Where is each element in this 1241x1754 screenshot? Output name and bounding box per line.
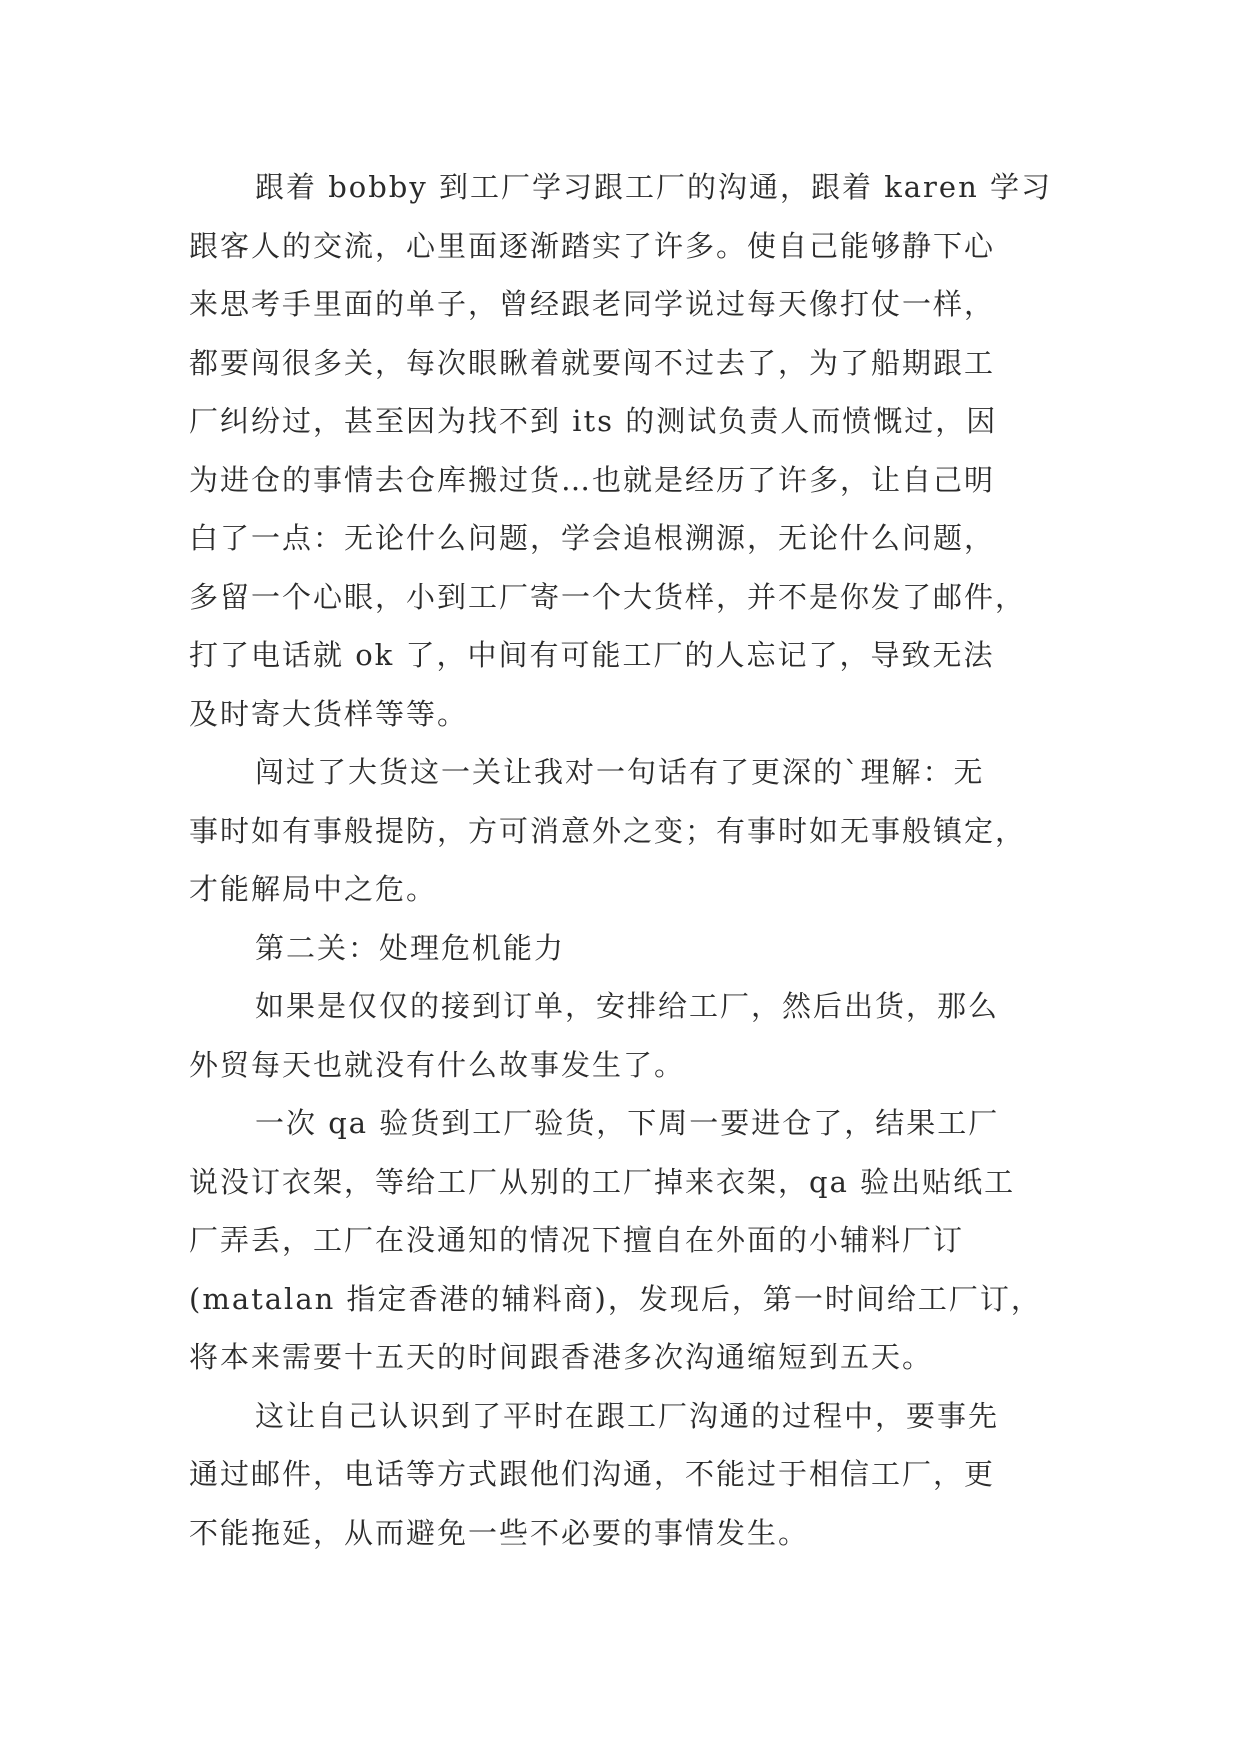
- text-line: 及时寄大货样等等。: [189, 696, 469, 731]
- paragraph: [189, 743, 1069, 919]
- text-line: 第二关：处理危机能力: [255, 930, 566, 965]
- text-line: 为进仓的事情去仓库搬过货…也就是经历了许多，让自己明: [189, 462, 996, 497]
- text-line: 闯过了大货这一关让我对一句话有了更深的`理解：无: [255, 755, 985, 789]
- text-line: 打了电话就 ok 了，中间有可能工厂的人忘记了，导致无法: [189, 638, 995, 672]
- text-line: 都要闯很多关，每次眼瞅着就要闯不过去了，为了船期跟工: [189, 345, 996, 380]
- text-line: 如果是仅仅的接到订单，安排给工厂，然后出货，那么: [255, 989, 1000, 1023]
- text-line: 外贸每天也就没有什么故事发生了。: [189, 1047, 686, 1082]
- text-line: 不能拖延，从而避免一些不必要的事情发生。: [189, 1515, 810, 1550]
- text-line: 说没订衣架，等给工厂从别的工厂掉来衣架，qa 验出贴纸工: [189, 1164, 1016, 1199]
- text-line: 跟客人的交流，心里面逐渐踏实了许多。使自己能够静下心: [189, 228, 996, 263]
- text-line: 通过邮件，电话等方式跟他们沟通，不能过于相信工厂，更: [189, 1457, 996, 1491]
- text-line: 来思考手里面的单子，曾经跟老同学说过每天像打仗一样，: [189, 287, 996, 321]
- text-line: 这让自己认识到了平时在跟工厂沟通的过程中，要事先: [255, 1398, 1000, 1433]
- document-body: [189, 158, 1069, 1562]
- paragraph: [189, 1094, 1069, 1387]
- text-line: 白了一点：无论什么问题，学会追根溯源，无论什么问题，: [189, 521, 996, 555]
- text-line: 一次 qa 验货到工厂验货，下周一要进仓了，结果工厂: [255, 1106, 1000, 1140]
- text-line: 跟着 bobby 到工厂学习跟工厂的沟通，跟着 karen 学习: [255, 170, 1052, 204]
- section-heading: [189, 919, 1069, 978]
- text-line: (matalan 指定香港的辅料商)，发现后，第一时间给工厂订，: [189, 1281, 1042, 1316]
- text-line: 厂弄丢，工厂在没通知的情况下擅自在外面的小辅料厂订: [189, 1223, 965, 1257]
- text-line: 厂纠纷过，甚至因为找不到 its 的测试负责人而愤慨过，因: [189, 404, 998, 438]
- paragraph: [189, 1387, 1069, 1563]
- text-line: 才能解局中之危。: [189, 872, 438, 906]
- paragraph: [189, 158, 1069, 743]
- text-line: 多留一个心眼，小到工厂寄一个大货样，并不是你发了邮件，: [189, 579, 1027, 614]
- text-line: 事时如有事般提防，方可消意外之变；有事时如无事般镇定，: [189, 813, 1027, 848]
- text-line: 将本来需要十五天的时间跟香港多次沟通缩短到五天。: [189, 1340, 934, 1374]
- paragraph: [189, 977, 1069, 1094]
